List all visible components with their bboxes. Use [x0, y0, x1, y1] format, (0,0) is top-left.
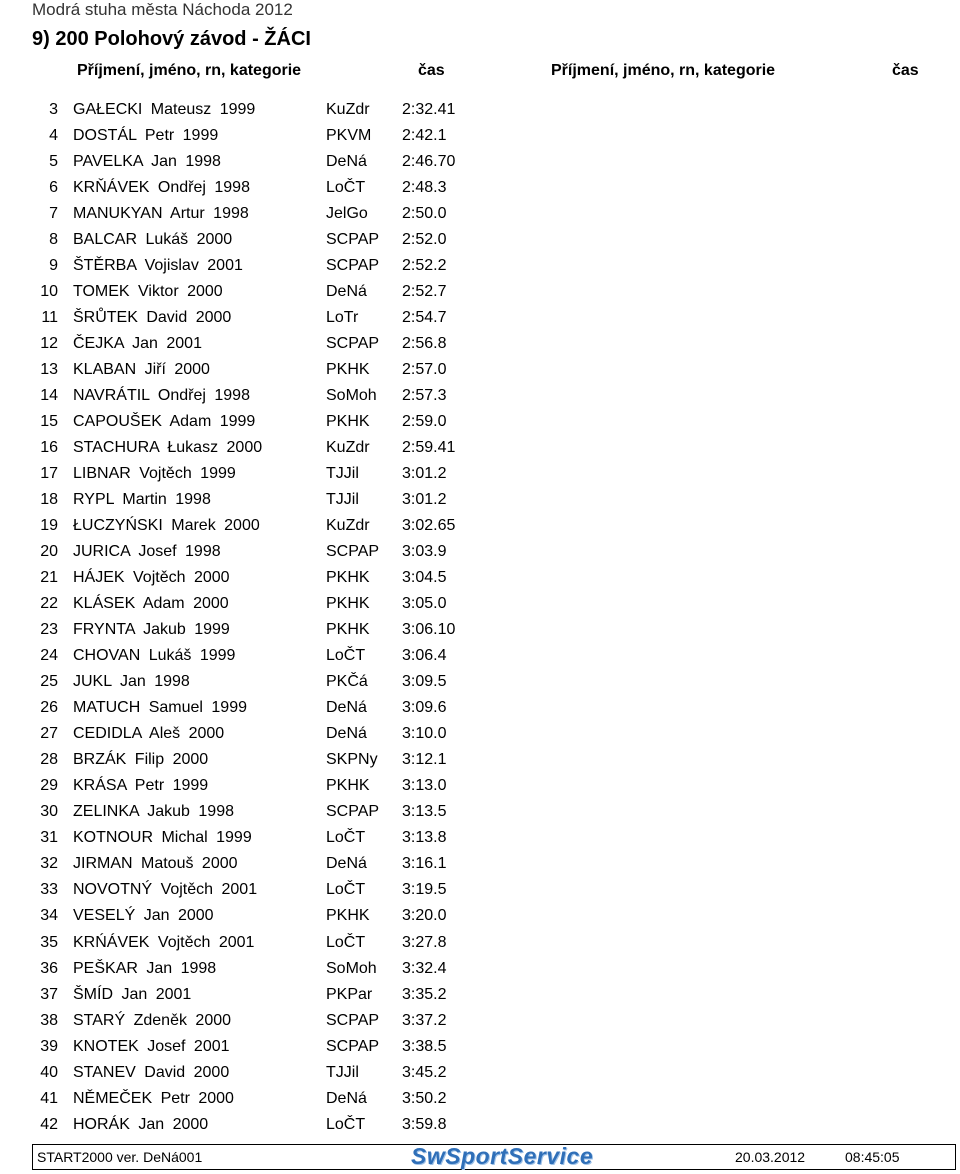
result-club: PKČá: [326, 673, 368, 691]
result-club: KuZdr: [326, 101, 370, 118]
result-club: PKVM: [326, 127, 372, 145]
result-rank: 21: [40, 569, 58, 587]
result-name: BRZÁK Filip 2000: [73, 751, 209, 769]
result-row: [0, 1112, 960, 1138]
result-time: 3:27.8: [402, 933, 447, 951]
race-title: 9) 200 Polohový závod - ŽÁCI: [32, 28, 311, 50]
result-rank: 5: [49, 153, 58, 171]
result-rank: 3: [49, 101, 58, 118]
result-name: VESELÝ Jan 2000: [73, 907, 214, 925]
event-title: Modrá stuha města Náchoda 2012: [32, 0, 293, 19]
result-name: NOVOTNÝ Vojtěch 2001: [73, 881, 258, 899]
result-name: STARÝ Zdeněk 2000: [73, 1011, 232, 1029]
result-rank: 35: [40, 933, 58, 951]
result-rank: 33: [40, 881, 58, 899]
result-row: [0, 669, 960, 695]
result-club: PKHK: [326, 621, 370, 639]
result-club: SCPAP: [326, 257, 380, 275]
result-club: PKHK: [326, 413, 370, 431]
result-row: [0, 695, 960, 721]
result-rank: 18: [40, 491, 58, 509]
result-name: MATUCH Samuel 1999: [73, 699, 247, 717]
result-name: STANEV David 2000: [73, 1063, 230, 1081]
result-rank: 16: [40, 439, 58, 457]
result-name: ŠRŮTEK David 2000: [73, 309, 232, 327]
result-time: 2:57.0: [402, 361, 447, 379]
result-club: SoMoh: [326, 959, 377, 977]
result-time: 3:20.0: [402, 907, 447, 925]
result-row: [0, 409, 960, 435]
result-time: 2:52.0: [402, 231, 447, 249]
result-club: LoČT: [326, 179, 366, 197]
result-time: 3:10.0: [402, 725, 447, 743]
column-header-name-right: Příjmení, jméno, rn, kategorie: [551, 62, 776, 79]
result-rank: 15: [40, 413, 58, 431]
result-club: LoČT: [326, 647, 366, 665]
result-time: 3:09.6: [402, 699, 447, 717]
result-time: 3:01.2: [402, 491, 447, 509]
result-rank: 6: [49, 179, 58, 197]
result-row: [0, 799, 960, 825]
result-club: SCPAP: [326, 543, 380, 561]
result-row: [0, 253, 960, 279]
result-rank: 17: [40, 465, 58, 483]
result-time: 3:16.1: [402, 855, 447, 873]
result-row: [0, 383, 960, 409]
result-rank: 8: [49, 231, 58, 249]
result-time: 3:03.9: [402, 543, 447, 561]
result-club: PKHK: [326, 907, 370, 925]
result-time: 3:38.5: [402, 1037, 447, 1055]
result-row: [0, 149, 960, 175]
result-rank: 24: [40, 647, 58, 665]
result-name: KRŃÁVEK Vojtěch 2001: [73, 933, 255, 951]
result-time: 2:46.70: [402, 153, 456, 171]
result-row: [0, 877, 960, 903]
result-rank: 27: [40, 725, 58, 743]
result-row: [0, 643, 960, 669]
result-name: JURICA Josef 1998: [73, 543, 221, 561]
result-rank: 40: [40, 1063, 58, 1081]
result-name: LIBNAR Vojtěch 1999: [73, 465, 236, 483]
software-version: START2000 ver. DeNá001: [37, 1149, 203, 1165]
result-rank: 32: [40, 855, 58, 873]
result-name: MANUKYAN Artur 1998: [73, 205, 249, 223]
result-time: 2:48.3: [402, 179, 447, 197]
result-name: JIRMAN Matouš 2000: [73, 855, 238, 873]
result-name: ŠTĚRBA Vojislav 2001: [73, 257, 243, 275]
result-time: 3:50.2: [402, 1089, 447, 1107]
result-club: LoČT: [326, 1115, 366, 1133]
result-name: ČEJKA Jan 2001: [73, 335, 202, 353]
result-row: [0, 851, 960, 877]
result-row: [0, 1034, 960, 1060]
result-name: PAVELKA Jan 1998: [73, 153, 221, 171]
result-name: PEŠKAR Jan 1998: [73, 959, 217, 977]
result-rank: 38: [40, 1011, 58, 1029]
result-club: LoČT: [326, 933, 366, 951]
result-name: KNOTEK Josef 2001: [73, 1037, 230, 1055]
result-name: DOSTÁL Petr 1999: [73, 127, 219, 145]
result-club: SCPAP: [326, 335, 380, 353]
result-club: SCPAP: [326, 1011, 380, 1029]
result-row: [0, 825, 960, 851]
result-rank: 20: [40, 543, 58, 561]
result-row: [0, 930, 960, 956]
result-row: [0, 357, 960, 383]
result-rank: 14: [40, 387, 58, 405]
footer-bar: [32, 1144, 956, 1170]
result-club: TJJil: [326, 491, 359, 509]
result-time: 3:12.1: [402, 751, 447, 769]
result-name: NĚMEČEK Petr 2000: [73, 1089, 234, 1107]
result-time: 3:45.2: [402, 1063, 447, 1081]
result-row: [0, 539, 960, 565]
result-name: KRŇÁVEK Ondřej 1998: [73, 179, 250, 197]
result-rank: 42: [40, 1115, 58, 1133]
result-rank: 28: [40, 751, 58, 769]
result-rank: 29: [40, 777, 58, 795]
result-row: [0, 721, 960, 747]
result-rank: 41: [40, 1089, 58, 1107]
result-row: [0, 982, 960, 1008]
result-row: [0, 331, 960, 357]
result-name: KOTNOUR Michal 1999: [73, 829, 252, 847]
result-row: [0, 97, 960, 123]
result-rank: 23: [40, 621, 58, 639]
result-club: DeNá: [326, 725, 367, 743]
result-rank: 19: [40, 517, 58, 535]
result-row: [0, 513, 960, 539]
result-name: KLABAN Jiří 2000: [73, 361, 210, 379]
result-name: ŁUCZYŃSKI Marek 2000: [73, 517, 260, 535]
result-club: DeNá: [326, 855, 367, 873]
result-rank: 9: [49, 257, 58, 275]
column-header-name-left: Příjmení, jméno, rn, kategorie: [77, 62, 302, 79]
result-time: 3:35.2: [402, 985, 447, 1003]
result-name: BALCAR Lukáš 2000: [73, 231, 233, 249]
result-name: ZELINKA Jakub 1998: [73, 803, 234, 821]
result-time: 3:13.5: [402, 803, 447, 821]
result-time: 3:06.10: [402, 621, 456, 639]
result-time: 2:42.1: [402, 127, 447, 145]
result-club: SoMoh: [326, 387, 377, 405]
result-name: CEDIDLA Aleš 2000: [73, 725, 225, 743]
result-row: [0, 305, 960, 331]
result-rank: 22: [40, 595, 58, 613]
result-row: [0, 123, 960, 149]
result-row: [0, 747, 960, 773]
result-name: FRYNTA Jakub 1999: [73, 621, 230, 639]
result-club: JelGo: [326, 205, 368, 223]
result-name: TOMEK Viktor 2000: [73, 283, 223, 301]
result-club: LoTr: [326, 309, 359, 327]
result-row: [0, 227, 960, 253]
result-time: 2:32.41: [402, 101, 456, 118]
result-row: [0, 279, 960, 305]
result-name: ŠMÍD Jan 2001: [73, 985, 192, 1003]
result-club: SCPAP: [326, 231, 380, 249]
result-rank: 12: [40, 335, 58, 353]
result-time: 2:50.0: [402, 205, 447, 223]
result-row: [0, 1086, 960, 1112]
result-row: [0, 487, 960, 513]
result-rank: 26: [40, 699, 58, 717]
result-time: 3:32.4: [402, 959, 447, 977]
swsportservice-logo: SwSportService: [411, 1143, 594, 1169]
result-club: KuZdr: [326, 517, 370, 535]
result-row: [0, 435, 960, 461]
result-time: 2:56.8: [402, 335, 447, 353]
result-rank: 11: [41, 309, 58, 327]
result-rank: 36: [40, 959, 58, 977]
result-name: KRÁSA Petr 1999: [73, 777, 209, 795]
result-club: PKPar: [326, 985, 373, 1003]
result-row: [0, 1008, 960, 1034]
result-row: [0, 773, 960, 799]
result-time: 3:04.5: [402, 569, 447, 587]
result-club: SCPAP: [326, 803, 380, 821]
result-time: 3:37.2: [402, 1011, 447, 1029]
result-row: [0, 1060, 960, 1086]
result-club: PKHK: [326, 361, 370, 379]
column-header-time-left: čas: [418, 62, 445, 79]
result-club: LoČT: [326, 829, 366, 847]
result-row: [0, 461, 960, 487]
results-list: [0, 97, 960, 1138]
result-time: 3:05.0: [402, 595, 447, 613]
result-time: 2:59.0: [402, 413, 447, 431]
result-row: [0, 903, 960, 929]
result-club: PKHK: [326, 777, 370, 795]
result-time: 2:54.7: [402, 309, 447, 327]
result-club: DeNá: [326, 699, 367, 717]
result-rank: 31: [40, 829, 58, 847]
result-time: 2:52.2: [402, 257, 447, 275]
result-club: KuZdr: [326, 439, 370, 457]
result-rank: 25: [40, 673, 58, 691]
print-time: 08:45:05: [845, 1149, 900, 1165]
result-club: DeNá: [326, 283, 367, 301]
result-name: JUKL Jan 1998: [73, 673, 190, 691]
result-rank: 30: [40, 803, 58, 821]
result-name: CHOVAN Lukáš 1999: [73, 647, 236, 665]
result-time: 3:02.65: [402, 517, 456, 535]
result-row: [0, 201, 960, 227]
result-club: PKHK: [326, 595, 370, 613]
result-time: 3:09.5: [402, 673, 447, 691]
result-row: [0, 956, 960, 982]
result-name: STACHURA Łukasz 2000: [73, 439, 263, 457]
result-rank: 10: [40, 283, 58, 301]
result-rank: 4: [49, 127, 58, 145]
result-club: DeNá: [326, 1089, 367, 1107]
result-rank: 39: [40, 1037, 58, 1055]
result-time: 2:59.41: [402, 439, 456, 457]
result-time: 3:06.4: [402, 647, 447, 665]
result-club: TJJil: [326, 1063, 359, 1081]
result-name: HORÁK Jan 2000: [73, 1115, 209, 1133]
result-time: 3:59.8: [402, 1115, 447, 1133]
result-rank: 34: [40, 907, 58, 925]
result-row: [0, 175, 960, 201]
result-club: LoČT: [326, 881, 366, 899]
result-club: TJJil: [326, 465, 359, 483]
result-time: 3:01.2: [402, 465, 447, 483]
result-club: PKHK: [326, 569, 370, 587]
result-club: DeNá: [326, 153, 367, 171]
result-club: SKPNy: [326, 751, 378, 769]
result-name: KLÁSEK Adam 2000: [73, 595, 229, 613]
result-time: 3:19.5: [402, 881, 447, 899]
result-row: [0, 565, 960, 591]
result-time: 3:13.8: [402, 829, 447, 847]
result-rank: 7: [49, 205, 58, 223]
result-name: HÁJEK Vojtěch 2000: [73, 569, 230, 587]
column-header-time-right: čas: [892, 62, 919, 79]
result-rank: 37: [40, 985, 58, 1003]
result-name: RYPL Martin 1998: [73, 491, 211, 509]
result-club: SCPAP: [326, 1037, 380, 1055]
result-name: CAPOUŠEK Adam 1999: [73, 413, 256, 431]
result-time: 2:57.3: [402, 387, 447, 405]
result-rank: 13: [40, 361, 58, 379]
result-row: [0, 617, 960, 643]
result-time: 2:52.7: [402, 283, 447, 301]
result-name: NAVRÁTIL Ondřej 1998: [73, 387, 250, 405]
print-date: 20.03.2012: [735, 1149, 806, 1165]
result-name: GAŁECKI Mateusz 1999: [73, 101, 256, 118]
result-row: [0, 591, 960, 617]
result-time: 3:13.0: [402, 777, 447, 795]
